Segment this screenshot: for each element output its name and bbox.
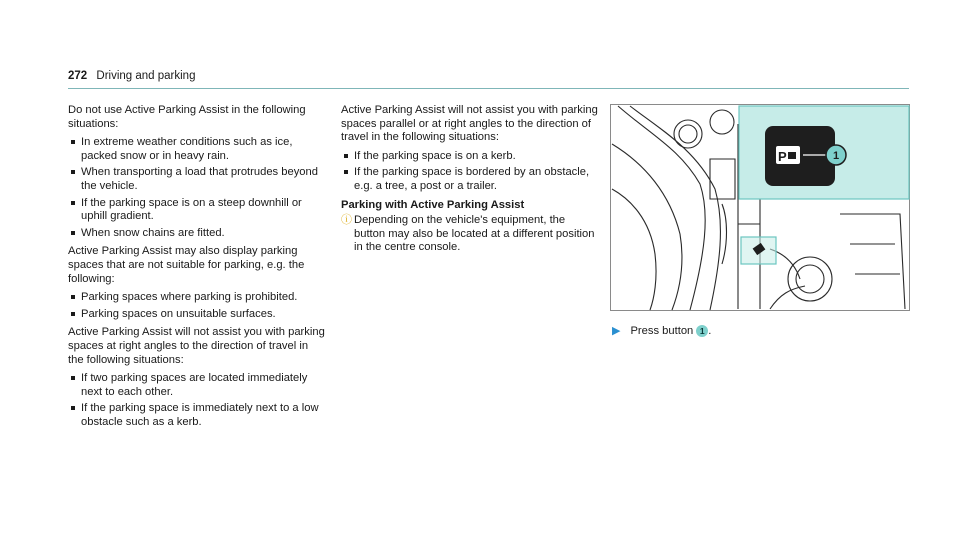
paragraph: Active Parking Assist may also display parking spaces that are not suitable for parking, e.g. the following: <box>68 245 305 285</box>
intro-paragraph: Do not use Active Parking Assist in the following situations: <box>68 104 306 130</box>
list-item: If the parking space is on a kerb. <box>341 150 599 164</box>
subheading: Parking with Active Parking Assist <box>341 198 525 211</box>
list-item: If the parking space is immediately next to a low obstacle such as a kerb. <box>68 402 326 429</box>
centre-console-illustration <box>610 104 910 311</box>
page-number: 272 <box>68 70 88 82</box>
parking-p-glyph: P <box>778 149 787 164</box>
section-title: Driving and parking <box>96 70 196 82</box>
console-drawing <box>610 104 910 311</box>
callout-badge: 1 <box>696 325 708 337</box>
instruction-step <box>612 324 711 337</box>
list-item: Parking spaces on unsuitable surfaces. <box>68 308 326 322</box>
parallel-situations-list <box>341 150 599 194</box>
list-item: In extreme weather conditions such as ice, packed snow or in heavy rain. <box>68 136 326 163</box>
paragraph: Active Parking Assist will not assist you with parking spaces parallel or at right angles to the direction of travel in the following situations: <box>341 104 598 144</box>
paragraph: Active Parking Assist will not assist you with parking spaces at right angles to the direction of travel in the following situations: <box>68 326 325 366</box>
situations-list <box>68 136 326 240</box>
camera-glyph <box>788 152 796 159</box>
step-arrow-icon: ▶ <box>612 325 621 337</box>
note-text: Depending on the vehicle's equipment, the button may also be located at a different position in the centre console. <box>354 214 595 254</box>
callout-1-label: 1 <box>832 150 840 162</box>
list-item: When snow chains are fitted. <box>68 227 326 241</box>
info-icon: ⓘ <box>341 214 352 227</box>
list-item: Parking spaces where parking is prohibited. <box>68 291 326 305</box>
left-column <box>68 104 326 434</box>
step-text: Press button <box>630 324 694 337</box>
list-item: If the parking space is on a steep downhill or uphill gradient. <box>68 197 326 224</box>
right-angle-list <box>68 372 326 429</box>
list-item: When transporting a load that protrudes beyond the vehicle. <box>68 166 326 193</box>
unsuitable-spaces-list <box>68 291 326 321</box>
middle-column <box>341 104 599 255</box>
list-item: If two parking spaces are located immediately next to each other. <box>68 372 326 399</box>
page-header <box>68 70 195 82</box>
list-item: If the parking space is bordered by an obstacle, e.g. a tree, a post or a trailer. <box>341 166 599 193</box>
step-suffix: . <box>708 324 712 337</box>
info-note <box>341 214 599 255</box>
header-divider <box>68 88 909 89</box>
